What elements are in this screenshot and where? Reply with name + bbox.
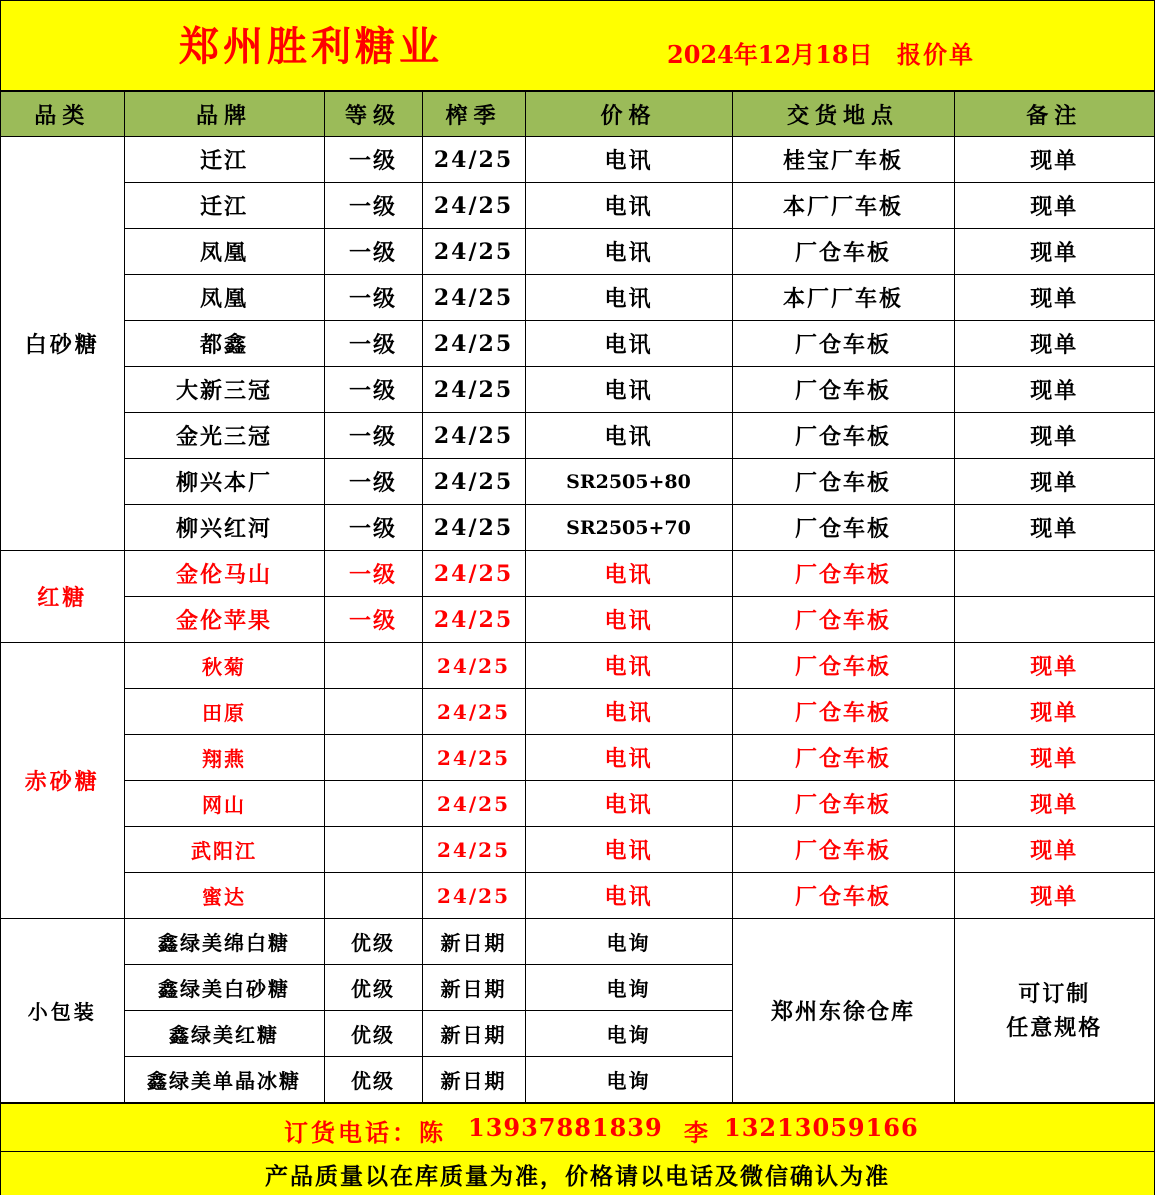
table-row [1, 459, 1154, 505]
location-cell: 厂仓车板 [732, 505, 954, 551]
price-table [1, 91, 1154, 1103]
brand-cell: 迁江 [124, 137, 324, 183]
season-cell: 24/25 [422, 321, 525, 367]
grade-cell: 一级 [324, 597, 422, 643]
table-row [1, 873, 1154, 919]
grade-cell: 优级 [324, 965, 422, 1011]
grade-cell [324, 827, 422, 873]
price-cell: 电讯 [525, 321, 732, 367]
location-cell: 桂宝厂车板 [732, 137, 954, 183]
brand-cell: 鑫绿美单晶冰糖 [124, 1057, 324, 1103]
brand-cell: 武阳江 [124, 827, 324, 873]
table-row [1, 597, 1154, 643]
remark-line: 任意规格 [1006, 1014, 1103, 1041]
col-header-remark: 备注 [954, 92, 1154, 137]
location-cell: 厂仓车板 [732, 459, 954, 505]
category-cell: 白砂糖 [1, 137, 124, 551]
brand-cell: 柳兴红河 [124, 505, 324, 551]
remark-cell [954, 597, 1154, 643]
col-header-location: 交货地点 [732, 92, 954, 137]
remark-cell: 现单 [954, 137, 1154, 183]
remark-cell [954, 551, 1154, 597]
season-cell: 24/25 [422, 551, 525, 597]
grade-cell: 优级 [324, 1011, 422, 1057]
col-header-grade: 等级 [324, 92, 422, 137]
location-cell: 厂仓车板 [732, 827, 954, 873]
price-cell: 电讯 [525, 643, 732, 689]
location-cell: 厂仓车板 [732, 597, 954, 643]
table-row [1, 229, 1154, 275]
price-cell: 电讯 [525, 137, 732, 183]
location-cell: 本厂厂车板 [732, 275, 954, 321]
season-cell: 24/25 [422, 137, 525, 183]
price-cell: 电讯 [525, 183, 732, 229]
price-cell: 电讯 [525, 873, 732, 919]
grade-cell [324, 643, 422, 689]
remark-cell: 现单 [954, 459, 1154, 505]
remark-cell: 现单 [954, 873, 1154, 919]
price-cell: 电询 [525, 965, 732, 1011]
brand-cell: 田原 [124, 689, 324, 735]
remark-cell: 现单 [954, 275, 1154, 321]
table-row [1, 827, 1154, 873]
grade-cell: 一级 [324, 413, 422, 459]
location-cell: 厂仓车板 [732, 643, 954, 689]
season-cell: 24/25 [422, 229, 525, 275]
price-cell: SR2505+80 [525, 459, 732, 505]
location-cell: 厂仓车板 [732, 735, 954, 781]
table-row [1, 367, 1154, 413]
table-row [1, 275, 1154, 321]
brand-cell: 凤凰 [124, 229, 324, 275]
brand-cell: 鑫绿美红糖 [124, 1011, 324, 1057]
remark-cell: 现单 [954, 183, 1154, 229]
document-type: 报价单 [897, 40, 975, 69]
grade-cell: 一级 [324, 505, 422, 551]
season-cell: 24/25 [422, 735, 525, 781]
brand-cell: 秋菊 [124, 643, 324, 689]
grade-cell: 一级 [324, 229, 422, 275]
col-header-season: 榨季 [422, 92, 525, 137]
season-cell: 24/25 [422, 643, 525, 689]
location-cell: 厂仓车板 [732, 873, 954, 919]
phone-number-1[interactable]: 13937881839 [468, 1113, 663, 1142]
brand-cell: 都鑫 [124, 321, 324, 367]
remark-cell: 现单 [954, 689, 1154, 735]
table-row [1, 643, 1154, 689]
brand-cell: 金伦马山 [124, 551, 324, 597]
grade-cell: 一级 [324, 137, 422, 183]
season-cell: 新日期 [422, 1057, 525, 1103]
table-row [1, 505, 1154, 551]
brand-cell: 蜜达 [124, 873, 324, 919]
price-cell: 电询 [525, 1011, 732, 1057]
season-cell: 24/25 [422, 597, 525, 643]
price-cell: 电讯 [525, 413, 732, 459]
remark-cell: 现单 [954, 505, 1154, 551]
phone-number-2[interactable]: 13213059166 [724, 1113, 919, 1142]
table-row [1, 735, 1154, 781]
brand-cell: 金光三冠 [124, 413, 324, 459]
location-cell: 厂仓车板 [732, 413, 954, 459]
col-header-category: 品类 [1, 92, 124, 137]
location-cell: 厂仓车板 [732, 229, 954, 275]
remark-line: 可订制 [1018, 980, 1091, 1007]
brand-cell: 凤凰 [124, 275, 324, 321]
remark-cell: 现单 [954, 643, 1154, 689]
grade-cell: 一级 [324, 321, 422, 367]
season-cell: 新日期 [422, 1011, 525, 1057]
category-cell: 红糖 [1, 551, 124, 643]
location-cell: 厂仓车板 [732, 321, 954, 367]
season-cell: 24/25 [422, 367, 525, 413]
title-banner [1, 1, 1154, 91]
table-row [1, 183, 1154, 229]
location-cell: 厂仓车板 [732, 367, 954, 413]
price-cell: 电讯 [525, 229, 732, 275]
phone-label: 订货电话：陈 [284, 1118, 446, 1147]
disclaimer-text: 产品质量以在库质量为准，价格请以电话及微信确认为准 [265, 1163, 890, 1190]
remark-cell: 现单 [954, 229, 1154, 275]
table-row [1, 321, 1154, 367]
table-row [1, 689, 1154, 735]
price-cell: 电讯 [525, 827, 732, 873]
quote-date: 2024年12月18日 [667, 40, 873, 69]
category-cell: 赤砂糖 [1, 643, 124, 919]
location-cell: 本厂厂车板 [732, 183, 954, 229]
location-cell: 厂仓车板 [732, 689, 954, 735]
season-cell: 新日期 [422, 919, 525, 965]
col-header-price: 价格 [525, 92, 732, 137]
season-cell: 24/25 [422, 827, 525, 873]
category-cell: 小包装 [1, 919, 124, 1103]
grade-cell [324, 781, 422, 827]
price-cell: 电讯 [525, 597, 732, 643]
header-row [1, 92, 1154, 137]
grade-cell: 一级 [324, 551, 422, 597]
grade-cell [324, 735, 422, 781]
price-cell: 电讯 [525, 689, 732, 735]
price-cell: SR2505+70 [525, 505, 732, 551]
location-cell: 郑州东徐仓库 [732, 919, 954, 1103]
remark-cell: 现单 [954, 735, 1154, 781]
season-cell: 24/25 [422, 689, 525, 735]
season-cell: 新日期 [422, 965, 525, 1011]
company-name: 郑州胜利糖业 [179, 23, 443, 70]
table-row [1, 137, 1154, 183]
remark-cell: 现单 [954, 321, 1154, 367]
table-row [1, 551, 1154, 597]
season-cell: 24/25 [422, 413, 525, 459]
grade-cell: 优级 [324, 1057, 422, 1103]
brand-cell: 金伦苹果 [124, 597, 324, 643]
brand-cell: 迁江 [124, 183, 324, 229]
grade-cell: 一级 [324, 459, 422, 505]
price-cell: 电询 [525, 919, 732, 965]
grade-cell: 优级 [324, 919, 422, 965]
season-cell: 24/25 [422, 183, 525, 229]
col-header-brand: 品牌 [124, 92, 324, 137]
brand-cell: 柳兴本厂 [124, 459, 324, 505]
brand-cell: 鑫绿美白砂糖 [124, 965, 324, 1011]
price-cell: 电讯 [525, 735, 732, 781]
location-cell: 厂仓车板 [732, 551, 954, 597]
table-row [1, 781, 1154, 827]
season-cell: 24/25 [422, 505, 525, 551]
remark-cell: 现单 [954, 367, 1154, 413]
price-cell: 电询 [525, 1057, 732, 1103]
location-cell: 厂仓车板 [732, 781, 954, 827]
price-cell: 电讯 [525, 551, 732, 597]
table-row [1, 919, 1154, 965]
brand-cell: 网山 [124, 781, 324, 827]
price-cell: 电讯 [525, 275, 732, 321]
brand-cell: 翔燕 [124, 735, 324, 781]
grade-cell [324, 873, 422, 919]
remark-cell: 现单 [954, 827, 1154, 873]
disclaimer-banner [1, 1151, 1154, 1195]
season-cell: 24/25 [422, 781, 525, 827]
season-cell: 24/25 [422, 873, 525, 919]
grade-cell: 一级 [324, 367, 422, 413]
remark-cell: 现单 [954, 413, 1154, 459]
table-row [1, 413, 1154, 459]
season-cell: 24/25 [422, 275, 525, 321]
contact-banner [1, 1103, 1154, 1151]
brand-cell: 大新三冠 [124, 367, 324, 413]
grade-cell [324, 689, 422, 735]
price-cell: 电讯 [525, 781, 732, 827]
remark-cell [954, 919, 1154, 1103]
grade-cell: 一级 [324, 183, 422, 229]
contact-name-2: 李 [684, 1118, 708, 1147]
price-cell: 电讯 [525, 367, 732, 413]
remark-cell: 现单 [954, 781, 1154, 827]
brand-cell: 鑫绿美绵白糖 [124, 919, 324, 965]
grade-cell: 一级 [324, 275, 422, 321]
season-cell: 24/25 [422, 459, 525, 505]
